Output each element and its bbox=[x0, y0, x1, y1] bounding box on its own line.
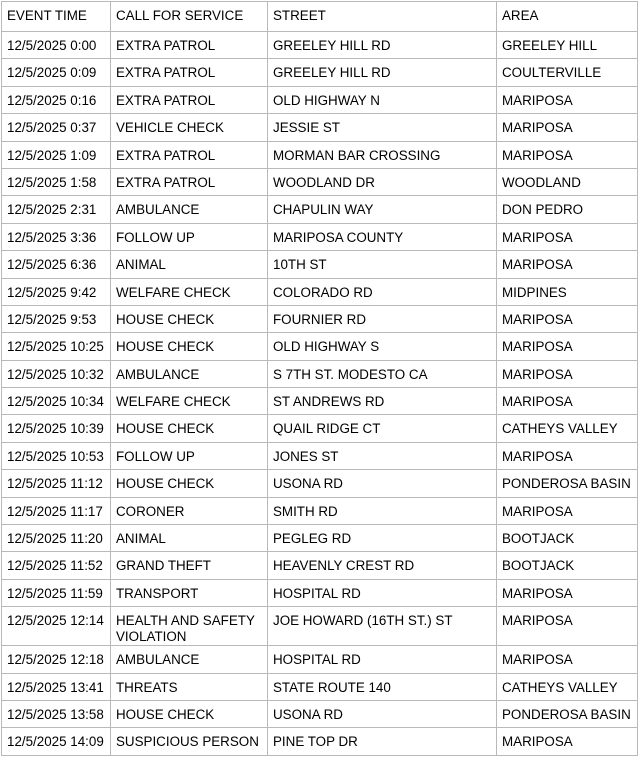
event-time-cell: 12/5/2025 12:18 bbox=[2, 646, 111, 673]
table-row bbox=[2, 86, 638, 113]
area-cell: DON PEDRO bbox=[497, 196, 638, 223]
table-row bbox=[2, 497, 638, 524]
area-cell: MARIPOSA bbox=[497, 333, 638, 360]
area-cell: MARIPOSA bbox=[497, 114, 638, 141]
call-for-service-cell: HEALTH AND SAFETY VIOLATION bbox=[111, 607, 268, 646]
street-cell: GREELEY HILL RD bbox=[268, 59, 497, 86]
table-row bbox=[2, 278, 638, 305]
street-cell: JONES ST bbox=[268, 442, 497, 469]
street-cell: COLORADO RD bbox=[268, 278, 497, 305]
header-area: AREA bbox=[497, 2, 638, 32]
street-cell: JOE HOWARD (16TH ST.) ST bbox=[268, 607, 497, 646]
table-row bbox=[2, 333, 638, 360]
area-cell: COULTERVILLE bbox=[497, 59, 638, 86]
event-time-cell: 12/5/2025 10:25 bbox=[2, 333, 111, 360]
event-time-cell: 12/5/2025 11:12 bbox=[2, 470, 111, 497]
area-cell: MARIPOSA bbox=[497, 223, 638, 250]
call-for-service-cell: VEHICLE CHECK bbox=[111, 114, 268, 141]
area-cell: MARIPOSA bbox=[497, 388, 638, 415]
area-cell: WOODLAND bbox=[497, 168, 638, 195]
table-row bbox=[2, 442, 638, 469]
call-for-service-cell: AMBULANCE bbox=[111, 196, 268, 223]
call-for-service-cell: EXTRA PATROL bbox=[111, 86, 268, 113]
area-cell: MARIPOSA bbox=[497, 305, 638, 332]
event-time-cell: 12/5/2025 1:09 bbox=[2, 141, 111, 168]
area-cell: BOOTJACK bbox=[497, 525, 638, 552]
street-cell: USONA RD bbox=[268, 700, 497, 727]
street-cell: QUAIL RIDGE CT bbox=[268, 415, 497, 442]
area-cell: MARIPOSA bbox=[497, 579, 638, 606]
header-street: STREET bbox=[268, 2, 497, 32]
event-time-cell: 12/5/2025 10:32 bbox=[2, 360, 111, 387]
call-log-table bbox=[1, 1, 638, 756]
area-cell: BOOTJACK bbox=[497, 552, 638, 579]
street-cell: PINE TOP DR bbox=[268, 728, 497, 755]
event-time-cell: 12/5/2025 6:36 bbox=[2, 251, 111, 278]
street-cell: JESSIE ST bbox=[268, 114, 497, 141]
event-time-cell: 12/5/2025 2:31 bbox=[2, 196, 111, 223]
street-cell: OLD HIGHWAY N bbox=[268, 86, 497, 113]
call-for-service-cell: SUSPICIOUS PERSON bbox=[111, 728, 268, 755]
area-cell: MIDPINES bbox=[497, 278, 638, 305]
call-for-service-cell: FOLLOW UP bbox=[111, 442, 268, 469]
call-for-service-cell: AMBULANCE bbox=[111, 646, 268, 673]
street-cell: FOURNIER RD bbox=[268, 305, 497, 332]
street-cell: MORMAN BAR CROSSING bbox=[268, 141, 497, 168]
call-for-service-cell: AMBULANCE bbox=[111, 360, 268, 387]
street-cell: USONA RD bbox=[268, 470, 497, 497]
table-row bbox=[2, 388, 638, 415]
event-time-cell: 12/5/2025 11:20 bbox=[2, 525, 111, 552]
area-cell: MARIPOSA bbox=[497, 607, 638, 646]
area-cell: MARIPOSA bbox=[497, 728, 638, 755]
area-cell: MARIPOSA bbox=[497, 497, 638, 524]
table-row bbox=[2, 579, 638, 606]
event-time-cell: 12/5/2025 9:42 bbox=[2, 278, 111, 305]
street-cell: WOODLAND DR bbox=[268, 168, 497, 195]
header-event-time: EVENT TIME bbox=[2, 2, 111, 32]
table-row bbox=[2, 223, 638, 250]
event-time-cell: 12/5/2025 3:36 bbox=[2, 223, 111, 250]
call-for-service-cell: TRANSPORT bbox=[111, 579, 268, 606]
call-for-service-cell: THREATS bbox=[111, 673, 268, 700]
table-row bbox=[2, 168, 638, 195]
event-time-cell: 12/5/2025 14:09 bbox=[2, 728, 111, 755]
street-cell: HOSPITAL RD bbox=[268, 646, 497, 673]
call-for-service-cell: HOUSE CHECK bbox=[111, 305, 268, 332]
event-time-cell: 12/5/2025 13:41 bbox=[2, 673, 111, 700]
call-for-service-cell: GRAND THEFT bbox=[111, 552, 268, 579]
call-for-service-cell: FOLLOW UP bbox=[111, 223, 268, 250]
area-cell: MARIPOSA bbox=[497, 360, 638, 387]
table-row bbox=[2, 552, 638, 579]
call-for-service-cell: EXTRA PATROL bbox=[111, 168, 268, 195]
call-for-service-cell: ANIMAL bbox=[111, 251, 268, 278]
event-time-cell: 12/5/2025 13:58 bbox=[2, 700, 111, 727]
street-cell: MARIPOSA COUNTY bbox=[268, 223, 497, 250]
area-cell: PONDEROSA BASIN bbox=[497, 470, 638, 497]
call-for-service-cell: WELFARE CHECK bbox=[111, 278, 268, 305]
table-row bbox=[2, 196, 638, 223]
event-time-cell: 12/5/2025 0:09 bbox=[2, 59, 111, 86]
event-time-cell: 12/5/2025 1:58 bbox=[2, 168, 111, 195]
table-body bbox=[2, 32, 638, 756]
event-time-cell: 12/5/2025 10:39 bbox=[2, 415, 111, 442]
table-row bbox=[2, 525, 638, 552]
street-cell: ST ANDREWS RD bbox=[268, 388, 497, 415]
call-for-service-cell: EXTRA PATROL bbox=[111, 141, 268, 168]
table-row bbox=[2, 114, 638, 141]
table-row bbox=[2, 251, 638, 278]
table-row bbox=[2, 59, 638, 86]
event-time-cell: 12/5/2025 12:14 bbox=[2, 607, 111, 646]
header-row bbox=[2, 2, 638, 32]
event-time-cell: 12/5/2025 11:59 bbox=[2, 579, 111, 606]
call-for-service-cell: HOUSE CHECK bbox=[111, 700, 268, 727]
call-for-service-cell: ANIMAL bbox=[111, 525, 268, 552]
table-row bbox=[2, 305, 638, 332]
street-cell: HOSPITAL RD bbox=[268, 579, 497, 606]
street-cell: CHAPULIN WAY bbox=[268, 196, 497, 223]
table-row bbox=[2, 32, 638, 59]
table-row bbox=[2, 728, 638, 755]
area-cell: CATHEYS VALLEY bbox=[497, 415, 638, 442]
area-cell: MARIPOSA bbox=[497, 646, 638, 673]
table-row bbox=[2, 360, 638, 387]
event-time-cell: 12/5/2025 0:16 bbox=[2, 86, 111, 113]
event-time-cell: 12/5/2025 10:34 bbox=[2, 388, 111, 415]
event-time-cell: 12/5/2025 11:52 bbox=[2, 552, 111, 579]
event-time-cell: 12/5/2025 11:17 bbox=[2, 497, 111, 524]
header-call-for-service: CALL FOR SERVICE bbox=[111, 2, 268, 32]
table-row bbox=[2, 470, 638, 497]
event-time-cell: 12/5/2025 0:37 bbox=[2, 114, 111, 141]
call-for-service-cell: CORONER bbox=[111, 497, 268, 524]
event-time-cell: 12/5/2025 9:53 bbox=[2, 305, 111, 332]
area-cell: MARIPOSA bbox=[497, 442, 638, 469]
street-cell: 10TH ST bbox=[268, 251, 497, 278]
table-row bbox=[2, 415, 638, 442]
street-cell: S 7TH ST. MODESTO CA bbox=[268, 360, 497, 387]
street-cell: SMITH RD bbox=[268, 497, 497, 524]
call-for-service-cell: EXTRA PATROL bbox=[111, 32, 268, 59]
street-cell: HEAVENLY CREST RD bbox=[268, 552, 497, 579]
table-row bbox=[2, 646, 638, 673]
event-time-cell: 12/5/2025 0:00 bbox=[2, 32, 111, 59]
table-row bbox=[2, 673, 638, 700]
street-cell: STATE ROUTE 140 bbox=[268, 673, 497, 700]
area-cell: GREELEY HILL bbox=[497, 32, 638, 59]
area-cell: MARIPOSA bbox=[497, 141, 638, 168]
table-row bbox=[2, 141, 638, 168]
call-for-service-cell: EXTRA PATROL bbox=[111, 59, 268, 86]
call-for-service-cell: HOUSE CHECK bbox=[111, 415, 268, 442]
street-cell: OLD HIGHWAY S bbox=[268, 333, 497, 360]
area-cell: PONDEROSA BASIN bbox=[497, 700, 638, 727]
table-row bbox=[2, 700, 638, 727]
table-header bbox=[2, 2, 638, 32]
table-row bbox=[2, 607, 638, 646]
area-cell: MARIPOSA bbox=[497, 86, 638, 113]
call-for-service-cell: HOUSE CHECK bbox=[111, 333, 268, 360]
street-cell: PEGLEG RD bbox=[268, 525, 497, 552]
call-for-service-cell: WELFARE CHECK bbox=[111, 388, 268, 415]
event-time-cell: 12/5/2025 10:53 bbox=[2, 442, 111, 469]
area-cell: CATHEYS VALLEY bbox=[497, 673, 638, 700]
street-cell: GREELEY HILL RD bbox=[268, 32, 497, 59]
area-cell: MARIPOSA bbox=[497, 251, 638, 278]
call-for-service-cell: HOUSE CHECK bbox=[111, 470, 268, 497]
